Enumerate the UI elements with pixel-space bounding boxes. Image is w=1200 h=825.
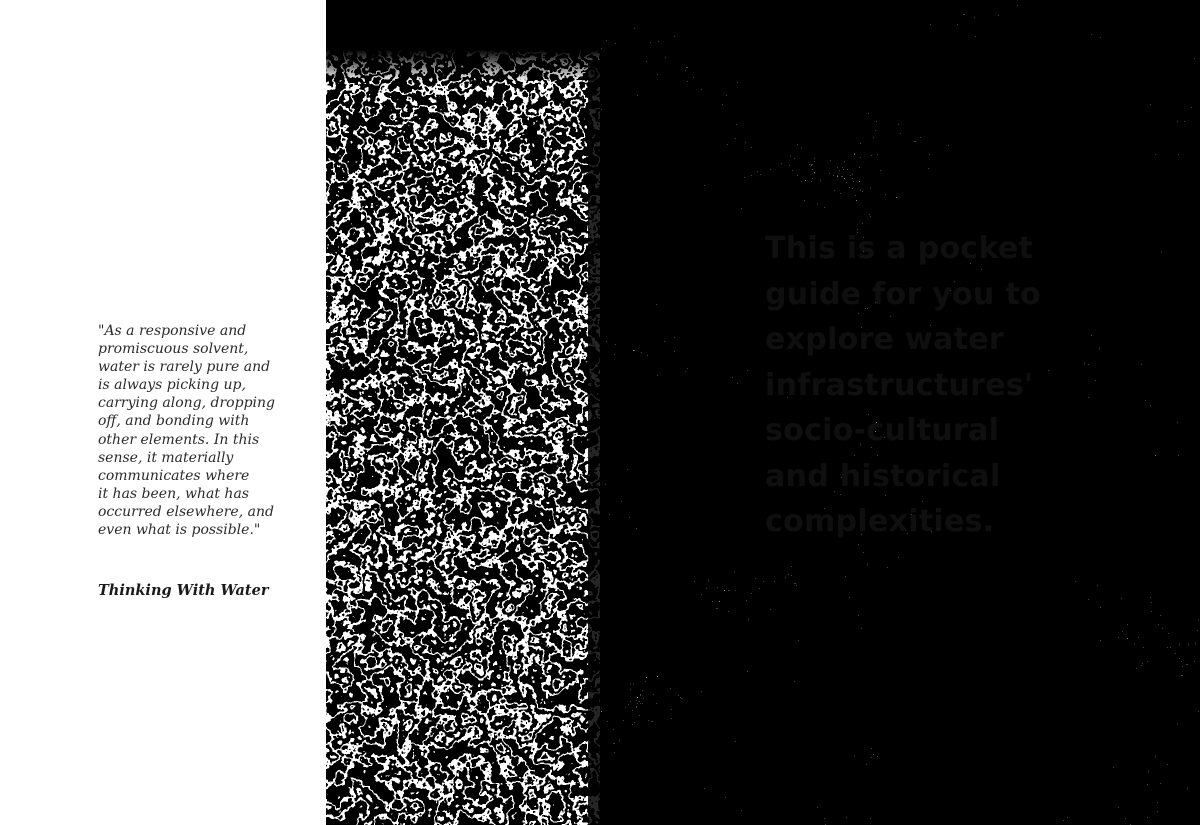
quote-source: Thinking With Water (98, 582, 269, 599)
noise-panel (600, 0, 1200, 825)
quote-text: "As a responsive and promiscuous solvent, water is rarely pure and is always picking up, carrying along, dropping off, and bonding with other elements. In this sense, it materially communicates where it has been, what has occurred elsewhere, and even what is possible." (98, 323, 275, 539)
map-texture (326, 0, 600, 825)
map-image (326, 0, 600, 825)
quote-panel (0, 0, 326, 825)
intro-text: This is a pocket guide for you to explore water infrastructures' socio-cultural and historical complexities. (765, 231, 1042, 539)
